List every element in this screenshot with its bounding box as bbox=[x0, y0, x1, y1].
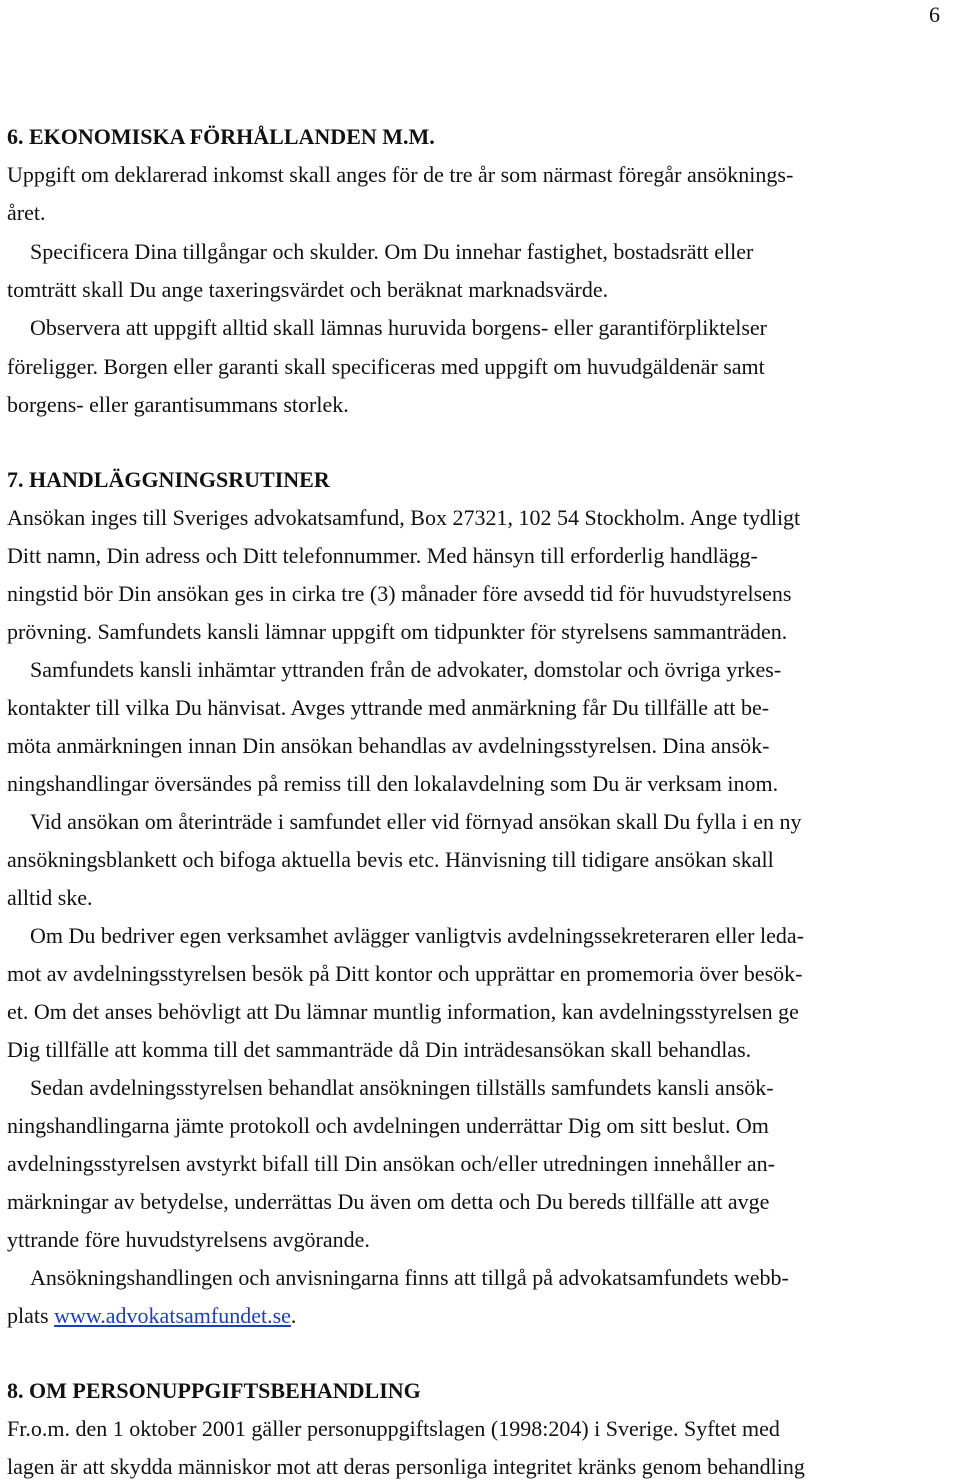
page-number: 6 bbox=[929, 2, 940, 27]
text-line: Fr.o.m. den 1 oktober 2001 gäller personuppgiftslagen (1998:204) i Sverige. Syftet med bbox=[7, 1416, 780, 1441]
section-heading: 8. OM PERSONUPPGIFTSBEHANDLING bbox=[7, 1378, 421, 1403]
text-line: prövning. Samfundets kansli lämnar uppgift om tidpunkter för styrelsens sammanträden. bbox=[7, 619, 788, 644]
text-line-with-link bbox=[7, 1303, 296, 1329]
text-line: märkningar av betydelse, underrättas Du även om detta och Du bereds tillfälle att avge bbox=[7, 1189, 770, 1214]
text-line: Observera att uppgift alltid skall lämnas huruvida borgens- eller garantiförpliktelser bbox=[30, 315, 767, 340]
text-line: mot av avdelningsstyrelsen besök på Ditt kontor och upprättar en promemoria över besök- bbox=[7, 961, 803, 986]
text-line: avdelningsstyrelsen avstyrkt bifall till Din ansökan och/eller utredningen innehåller an- bbox=[7, 1151, 775, 1176]
text-line: Om Du bedriver egen verksamhet avlägger vanligtvis avdelningssekreteraren eller leda- bbox=[30, 923, 804, 948]
text-line: Specificera Dina tillgångar och skulder. Om Du innehar fastighet, bostadsrätt eller bbox=[30, 239, 754, 264]
text-fragment: plats bbox=[7, 1303, 55, 1328]
text-line: alltid ske. bbox=[7, 885, 93, 910]
text-line: Samfundets kansli inhämtar yttranden från de advokater, domstolar och övriga yrkes- bbox=[30, 657, 782, 682]
text-line: Ansökningshandlingen och anvisningarna finns att tillgå på advokatsamfundets webb- bbox=[30, 1265, 789, 1290]
text-line: Uppgift om deklarerad inkomst skall anges för de tre år som närmast föregår ansöknings- bbox=[7, 162, 794, 187]
text-line: yttrande före huvudstyrelsens avgörande. bbox=[7, 1227, 370, 1252]
text-line: tomträtt skall Du ange taxeringsvärdet och beräknat marknadsvärde. bbox=[7, 277, 609, 302]
text-line: Vid ansökan om återinträde i samfundet eller vid förnyad ansökan skall Du fylla i en ny bbox=[30, 809, 802, 834]
text-line: föreligger. Borgen eller garanti skall specificeras med uppgift om huvudgäldenär samt bbox=[7, 354, 765, 379]
text-line: borgens- eller garantisummans storlek. bbox=[7, 392, 349, 417]
text-line: ningshandlingar översändes på remiss till den lokalavdelning som Du är verksam inom. bbox=[7, 771, 779, 796]
text-line: Ditt namn, Din adress och Ditt telefonnummer. Med hänsyn till erforderlig handlägg- bbox=[7, 543, 758, 568]
section-heading: 7. HANDLÄGGNINGSRUTINER bbox=[7, 467, 330, 492]
text-line: kontakter till vilka Du hänvisat. Avges yttrande med anmärkning får Du tillfälle att be- bbox=[7, 695, 770, 720]
text-line: et. Om det anses behövligt att Du lämnar muntlig information, kan avdelningsstyrelsen ge bbox=[7, 999, 799, 1024]
text-line: året. bbox=[7, 200, 46, 225]
text-line: ningstid bör Din ansökan ges in cirka tre (3) månader före avsedd tid för huvudstyrelsens bbox=[7, 581, 792, 606]
text-line: Sedan avdelningsstyrelsen behandlat ansökningen tillställs samfundets kansli ansök- bbox=[30, 1075, 774, 1100]
text-line: lagen är att skydda människor mot att deras personliga integritet kränks genom behandling bbox=[7, 1454, 805, 1479]
text-line: Ansökan inges till Sveriges advokatsamfund, Box 27321, 102 54 Stockholm. Ange tydligt bbox=[7, 505, 801, 530]
section-heading: 6. EKONOMISKA FÖRHÅLLANDEN M.M. bbox=[7, 124, 435, 149]
text-line: Dig tillfälle att komma till det sammanträde då Din inträdesansökan skall behandlas. bbox=[7, 1037, 752, 1062]
website-link[interactable]: www.advokatsamfundet.se bbox=[54, 1303, 291, 1328]
text-line: ansökningsblankett och bifoga aktuella bevis etc. Hänvisning till tidigare ansökan skall bbox=[7, 847, 774, 872]
text-line: möta anmärkningen innan Din ansökan behandlas av avdelningsstyrelsen. Dina ansök- bbox=[7, 733, 770, 758]
text-fragment: . bbox=[290, 1303, 297, 1328]
text-line: ningshandlingarna jämte protokoll och avdelningen underrättar Dig om sitt beslut. Om bbox=[7, 1113, 769, 1138]
